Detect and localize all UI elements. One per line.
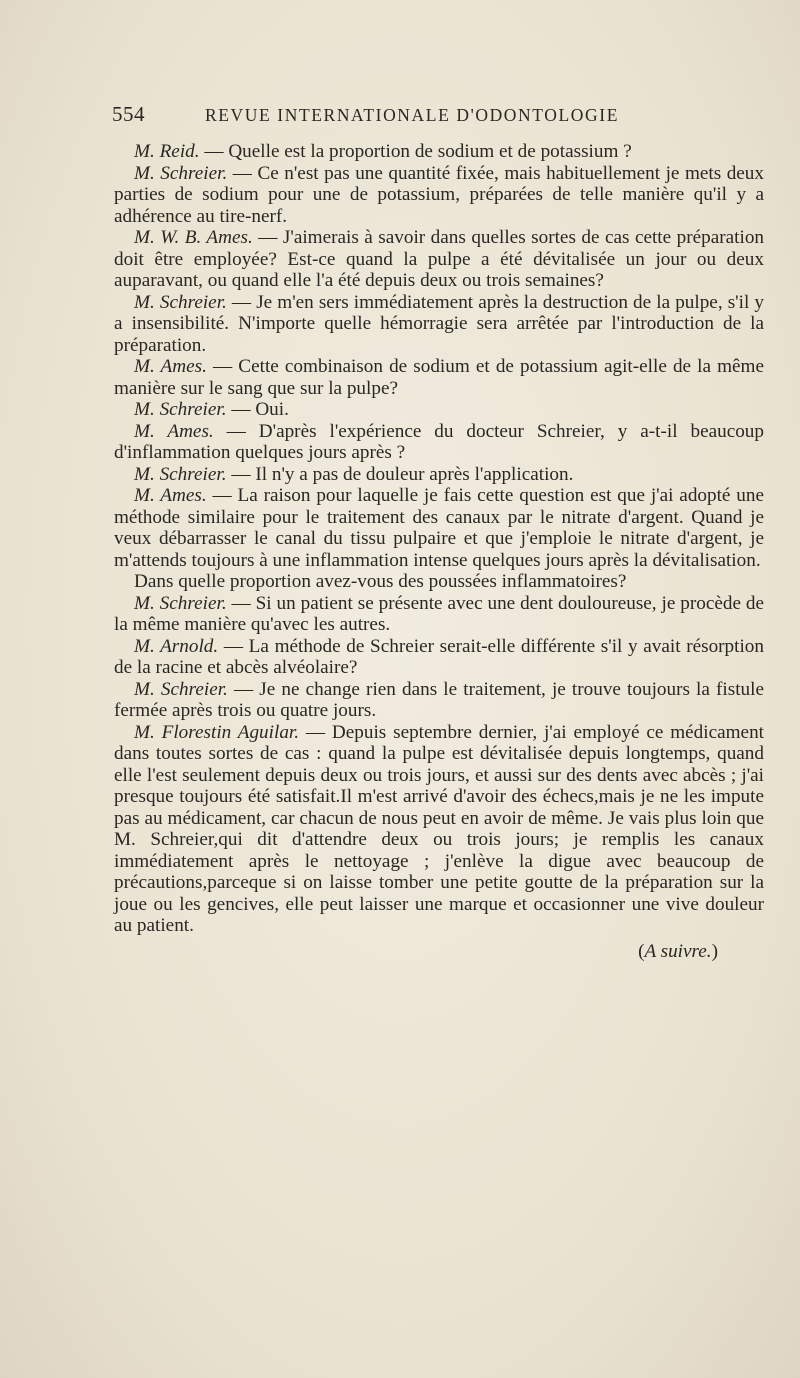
article-body (114, 141, 764, 963)
paragraph (114, 464, 764, 486)
paragraph-text: — Quelle est la proportion de sodium et de potassium ? (199, 141, 632, 162)
paragraph-text: — Depuis septembre dernier, j'ai employé ce médicament dans toutes sortes de cas : quand la pulpe est dévitalisée depuis longtemps, quand elle l'est seulement depuis deux ou trois jours, et aussi sur des dents avec abcès ; j'ai presque toujours été satisfait.Il m'est arrivé d'avoir des échecs,mais je ne les impute pas au médicament, car chacun de nous peut en avoir de même. Je vais plus loin que M. Schreier,qui dit d'attendre deux ou trois jours; je remplis les canaux immédiatement après le nettoyage ; j'enlève la digue avec beaucoup de précautions,parceque si on laisse tomber une petite goutte de la préparation sur la joue ou les gencives, elle peut laisser une marque et occasionner une vive douleur au patient. (114, 721, 764, 936)
paragraph-text: — Ce n'est pas une quantité fixée, mais habituellement je mets deux parties de sodium pour une de potassium, préparées de telle manière qu'il y a adhérence au tire-nerf. (114, 162, 764, 227)
paragraph-text: — Oui. (226, 399, 289, 420)
paragraph (114, 485, 764, 571)
speaker-name: M. Ames. (134, 420, 214, 442)
paragraph (114, 163, 764, 228)
paragraph-text: — Je m'en sers immédiatement après la destruction de la pulpe, s'il y a insensibilité. N'importe quelle hémorragie sera arrêtée par l'introduction de la préparation. (114, 291, 764, 356)
page-number: 554 (112, 102, 145, 126)
paragraph-text: — La méthode de Schreier serait-elle différente s'il y avait résorption de la racine et abcès alvéolaire? (114, 635, 764, 678)
speaker-name: M. Arnold. (134, 635, 219, 657)
paragraph-text: — La raison pour laquelle je fais cette question est que j'ai adopté une méthode similaire pour le traitement des canaux par le nitrate d'argent. Quand je veux débarrasser le canal du tissu pulpaire et que j'emploie le nitrate d'argent, je m'attends toujours à une inflammation intense quelques jours après la dévitalisation. (114, 485, 764, 571)
speaker-name: M. Reid. (134, 141, 200, 162)
paragraph (114, 356, 764, 399)
paragraph-text: Dans quelle proportion avez-vous des poussées inflammatoires? (134, 571, 627, 592)
speaker-name: M. Schreier. (134, 463, 227, 485)
paragraph (114, 722, 764, 937)
page-header (112, 102, 760, 132)
end-note-text: A suivre. (644, 940, 712, 962)
end-note-close: ) (711, 940, 718, 962)
paragraph-text: — J'aimerais à savoir dans quelles sortes de cas cette préparation doit être employée? Est-ce quand la pulpe a été dévitalisée un jour ou deux auparavant, ou quand elle l'a été depuis deux ou trois semaines? (114, 227, 765, 291)
paragraph (114, 636, 764, 679)
speaker-name: M. Ames. (134, 356, 207, 377)
paragraph (114, 421, 764, 464)
speaker-name: M. Schreier. (134, 162, 228, 184)
paragraph (114, 141, 764, 163)
paragraph-text: — Si un patient se présente avec une dent douloureuse, je procède de la même manière qu'avec les autres. (114, 592, 764, 635)
speaker-name: M. Florestin Aguilar. (134, 721, 300, 743)
paragraph (114, 679, 764, 722)
paragraph (114, 227, 764, 292)
speaker-name: M. Schreier. (134, 678, 228, 700)
to-be-continued-note (114, 941, 764, 963)
speaker-name: M. Schreier. (134, 291, 227, 313)
speaker-name: M. Ames. (134, 485, 207, 506)
paragraph (114, 292, 764, 357)
paragraph (114, 571, 764, 593)
speaker-name: M. Schreier. (134, 592, 227, 614)
paragraph-text: — Il n'y a pas de douleur après l'application. (226, 463, 574, 485)
end-note-open: ( (638, 940, 645, 962)
paragraph (114, 399, 764, 421)
paragraph-text: — Je ne change rien dans le traitement, je trouve toujours la fistule fermée après trois ou quatre jours. (114, 678, 764, 721)
speaker-name: M. W. B. Ames. (134, 227, 253, 248)
speaker-name: M. Schreier. (134, 399, 227, 420)
paragraph (114, 593, 764, 636)
paragraph-text: — D'après l'expérience du docteur Schreier, y a-t-il beaucoup d'inflammation quelques jours après ? (114, 420, 764, 463)
paragraph-text: — Cette combinaison de sodium et de potassium agit-elle de la même manière sur le sang que sur la pulpe? (114, 356, 764, 399)
running-title: REVUE INTERNATIONALE D'ODONTOLOGIE (205, 105, 619, 125)
